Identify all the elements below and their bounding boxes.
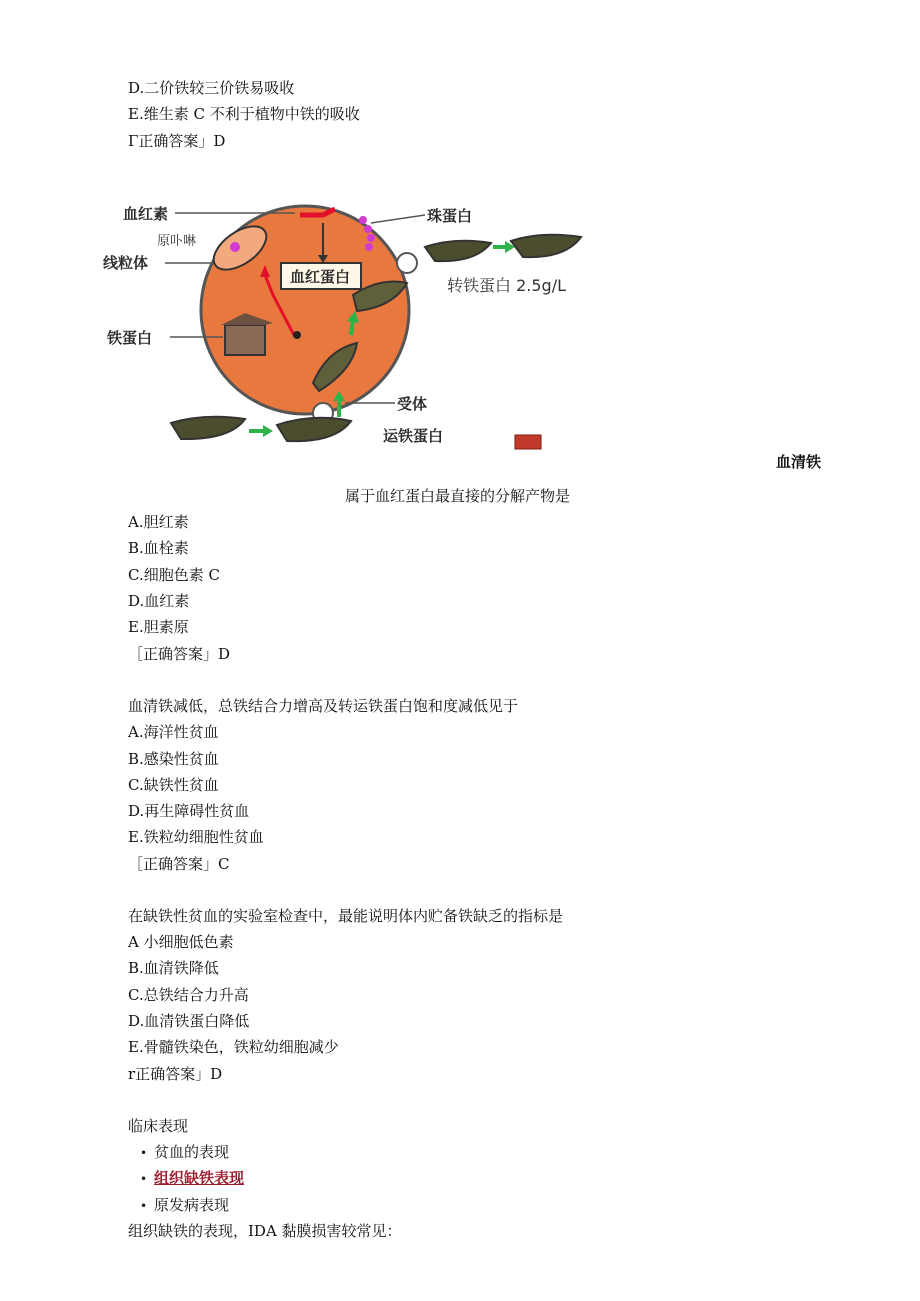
hemoglobin-label: 血红蛋白 <box>290 268 351 286</box>
transferrin-boat <box>511 235 581 257</box>
q4-option-d: D.血清铁蛋白降低 <box>128 1012 250 1030</box>
globin-dot <box>364 225 372 233</box>
q3-option-b: B.感染性贫血 <box>128 750 219 768</box>
answer-1: Γ正确答案」D <box>128 132 226 150</box>
protoporphyrin-label: 原卟啉 <box>157 234 197 249</box>
transferrin-concentration-label: 转铁蛋白 2.5g/L <box>447 276 566 295</box>
arrow-head <box>263 425 273 437</box>
globin-dot <box>367 234 375 242</box>
q2-stem: 属于血红蛋白最直接的分解产物是 <box>345 487 571 505</box>
clinical-item <box>140 1168 244 1189</box>
membrane-notch <box>397 253 417 273</box>
q2-option-b: B.血栓素 <box>128 539 189 557</box>
q2-option-c: C.细胞色素 C <box>128 566 220 584</box>
diagram-caption: 血清铁 <box>776 454 822 471</box>
transferrin-boat <box>277 418 351 441</box>
clinical-heading: 临床表现 <box>128 1117 189 1135</box>
q3-option-d: D.再生障碍性贫血 <box>128 802 250 820</box>
q4-option-b: B.血清铁降低 <box>128 959 219 977</box>
option-d: D.二价铁较三价铁易吸收 <box>128 79 295 97</box>
bullet-icon: • <box>140 1199 148 1213</box>
transferrin-boat <box>171 417 245 439</box>
q4-stem: 在缺铁性贫血的实验室检查中，最能说明体内贮备铁缺乏的指标是 <box>128 907 564 925</box>
q2-answer: ［正确答案」D <box>128 645 231 663</box>
q4-option-a: A 小细胞低色素 <box>128 933 234 951</box>
iron-dot <box>293 331 301 339</box>
q3-option-c: C.缺铁性贫血 <box>128 776 219 794</box>
mitochondria-label: 线粒体 <box>103 254 149 272</box>
clinical-item <box>140 1142 229 1163</box>
transferrin-label: 运铁蛋白 <box>383 427 444 445</box>
clinical-item-label: 原发病表现 <box>154 1196 230 1214</box>
q3-option-e: E.铁粒幼细胞性贫血 <box>128 828 264 846</box>
clinical-item <box>140 1195 229 1216</box>
q4-answer: r正确答案」D <box>128 1065 223 1083</box>
protoporphyrin-dot <box>230 242 240 252</box>
globin-dot <box>359 216 367 224</box>
hemoglobin-pigment-label: 血红素 <box>123 205 169 223</box>
option-e: E.维生素 C 不利于植物中铁的吸收 <box>128 105 360 123</box>
q2-option-d: D.血红素 <box>128 592 190 610</box>
receptor-label: 受体 <box>397 395 428 413</box>
legend-mark <box>515 435 541 449</box>
q3-option-a: A.海洋性贫血 <box>128 723 219 741</box>
q2-option-a: A.胆红素 <box>128 513 189 531</box>
globin-label: 珠蛋白 <box>427 207 473 225</box>
label-line <box>371 215 425 223</box>
bullet-icon: • <box>140 1146 148 1160</box>
q4-option-e: E.骨髓铁染色，铁粒幼细胞减少 <box>128 1038 339 1056</box>
q3-answer: ［正确答案」C <box>128 855 230 873</box>
q4-option-c: C.总铁结合力升高 <box>128 986 249 1004</box>
transferrin-boat <box>425 241 491 261</box>
q2-option-e: E.胆素原 <box>128 618 189 636</box>
clinical-item-label: 贫血的表现 <box>154 1143 230 1161</box>
ferritin-box <box>225 325 265 355</box>
iron-metabolism-diagram <box>95 185 595 455</box>
clinical-footer: 组织缺铁的表现，IDA 黏膜损害较常见： <box>128 1222 402 1240</box>
q3-stem: 血清铁减低，总铁结合力增高及转运铁蛋白饱和度减低见于 <box>128 697 519 715</box>
ferritin-label: 铁蛋白 <box>107 329 153 347</box>
globin-dot <box>365 243 373 251</box>
bullet-icon: • <box>140 1172 148 1186</box>
tissue-iron-deficiency-link[interactable]: 组织缺铁表现 <box>154 1169 245 1187</box>
